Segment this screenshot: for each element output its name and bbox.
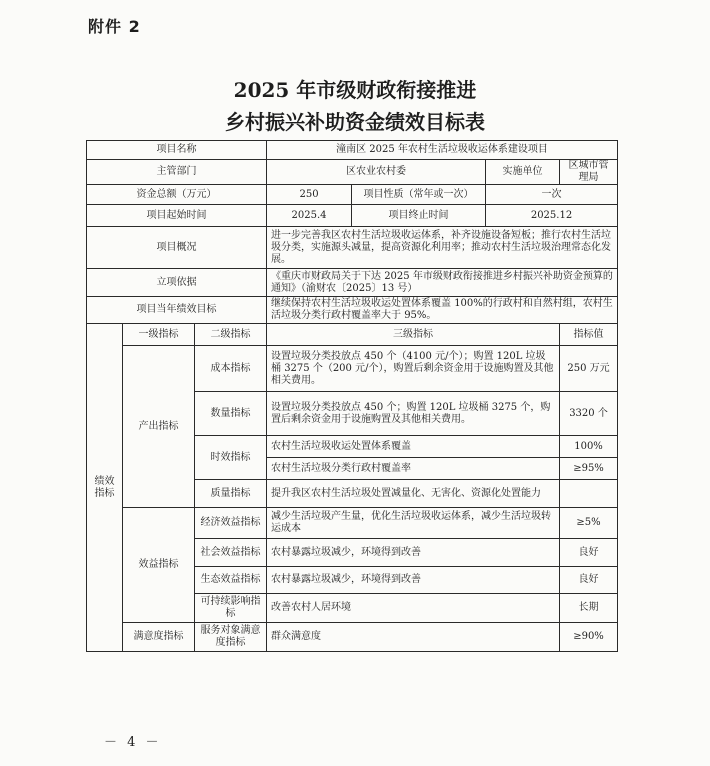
output-indicator-label: 产出指标: [123, 346, 195, 508]
quantity-text: 设置垃圾分类投放点 450 个；购置 120L 垃圾桶 3275 个，购置后剩余资金用于设施购置及其他相关费用。: [267, 392, 560, 436]
start-label: 项目起始时间: [87, 205, 267, 227]
timeliness-label: 时效指标: [195, 436, 267, 480]
total-label: 资金总额（万元）: [87, 185, 267, 205]
header-level3: 三级指标: [267, 324, 560, 346]
performance-indicators-label: 绩效指标: [87, 324, 123, 652]
overview-label: 项目概况: [87, 227, 267, 269]
economic-label: 经济效益指标: [195, 508, 267, 539]
cost-value: 250 万元: [560, 346, 618, 392]
impl-value: 区城市管理局: [560, 160, 618, 185]
service-text: 群众满意度: [267, 623, 560, 652]
basis-label: 立项依据: [87, 269, 267, 297]
service-value: ≥90%: [560, 623, 618, 652]
end-label: 项目终止时间: [352, 205, 486, 227]
eco-text: 农村暴露垃圾减少，环境得到改善: [267, 567, 560, 594]
quality-label: 质量指标: [195, 480, 267, 508]
timeliness-value-1: 100%: [560, 436, 618, 458]
end-value: 2025.12: [486, 205, 618, 227]
attachment-label: 附件 2: [88, 17, 141, 36]
nature-value: 一次: [486, 185, 618, 205]
dept-value: 区农业农村委: [267, 160, 486, 185]
timeliness-text-2: 农村生活垃圾分类行政村覆盖率: [267, 458, 560, 480]
timeliness-text-1: 农村生活垃圾收运处置体系覆盖: [267, 436, 560, 458]
quality-value: [560, 480, 618, 508]
eco-value: 良好: [560, 567, 618, 594]
total-value: 250: [267, 185, 352, 205]
satisfaction-indicator-label: 满意度指标: [123, 623, 195, 652]
social-value: 良好: [560, 539, 618, 567]
header-level1: 一级指标: [123, 324, 195, 346]
sustain-text: 改善农村人居环境: [267, 594, 560, 623]
timeliness-value-2: ≥95%: [560, 458, 618, 480]
project-name-label: 项目名称: [87, 141, 267, 160]
overview-value: 进一步完善我区农村生活垃圾收运体系，补齐设施设备短板；推行农村生活垃圾分类，实施源头减量，提高资源化利用率；推动农村生活垃圾治理常态化发展。: [267, 227, 618, 269]
project-name-value: 潼南区 2025 年农村生活垃圾收运体系建设项目: [267, 141, 618, 160]
sustain-label: 可持续影响指标: [195, 594, 267, 623]
economic-text: 减少生活垃圾产生量，优化生活垃圾收运体系，减少生活垃圾转运成本: [267, 508, 560, 539]
social-text: 农村暴露垃圾减少，环境得到改善: [267, 539, 560, 567]
economic-value: ≥5%: [560, 508, 618, 539]
header-value: 指标值: [560, 324, 618, 346]
service-label: 服务对象满意度指标: [195, 623, 267, 652]
dept-label: 主管部门: [87, 160, 267, 185]
cost-label: 成本指标: [195, 346, 267, 392]
document-title-line2: 乡村振兴补助资金绩效目标表: [225, 110, 485, 134]
goal-label: 项目当年绩效目标: [87, 297, 267, 324]
nature-label: 项目性质（常年或一次）: [352, 185, 486, 205]
header-level2: 二级指标: [195, 324, 267, 346]
sustain-value: 长期: [560, 594, 618, 623]
document-title-line1: 2025 年市级财政衔接推进: [233, 78, 477, 102]
cost-text: 设置垃圾分类投放点 450 个（4100 元/个）；购置 120L 垃圾桶 3275 个（200 元/个），购置后剩余资金用于设施购置及其他相关费用。: [267, 346, 560, 392]
quality-text: 提升我区农村生活垃圾处置减量化、无害化、资源化处置能力: [267, 480, 560, 508]
impl-label: 实施单位: [486, 160, 560, 185]
benefit-indicator-label: 效益指标: [123, 508, 195, 623]
basis-value: 《重庆市财政局关于下达 2025 年市级财政衔接推进乡村振兴补助资金预算的通知》（渝财农〔2025〕13 号）: [267, 269, 618, 297]
start-value: 2025.4: [267, 205, 352, 227]
goal-value: 继续保持农村生活垃圾收运处置体系覆盖 100%的行政村和自然村组，农村生活垃圾分类行政村覆盖率大于 95%。: [267, 297, 618, 324]
performance-target-table: [86, 140, 618, 652]
quantity-value: 3320 个: [560, 392, 618, 436]
social-label: 社会效益指标: [195, 539, 267, 567]
eco-label: 生态效益指标: [195, 567, 267, 594]
page-number: － 4 －: [104, 735, 162, 750]
quantity-label: 数量指标: [195, 392, 267, 436]
